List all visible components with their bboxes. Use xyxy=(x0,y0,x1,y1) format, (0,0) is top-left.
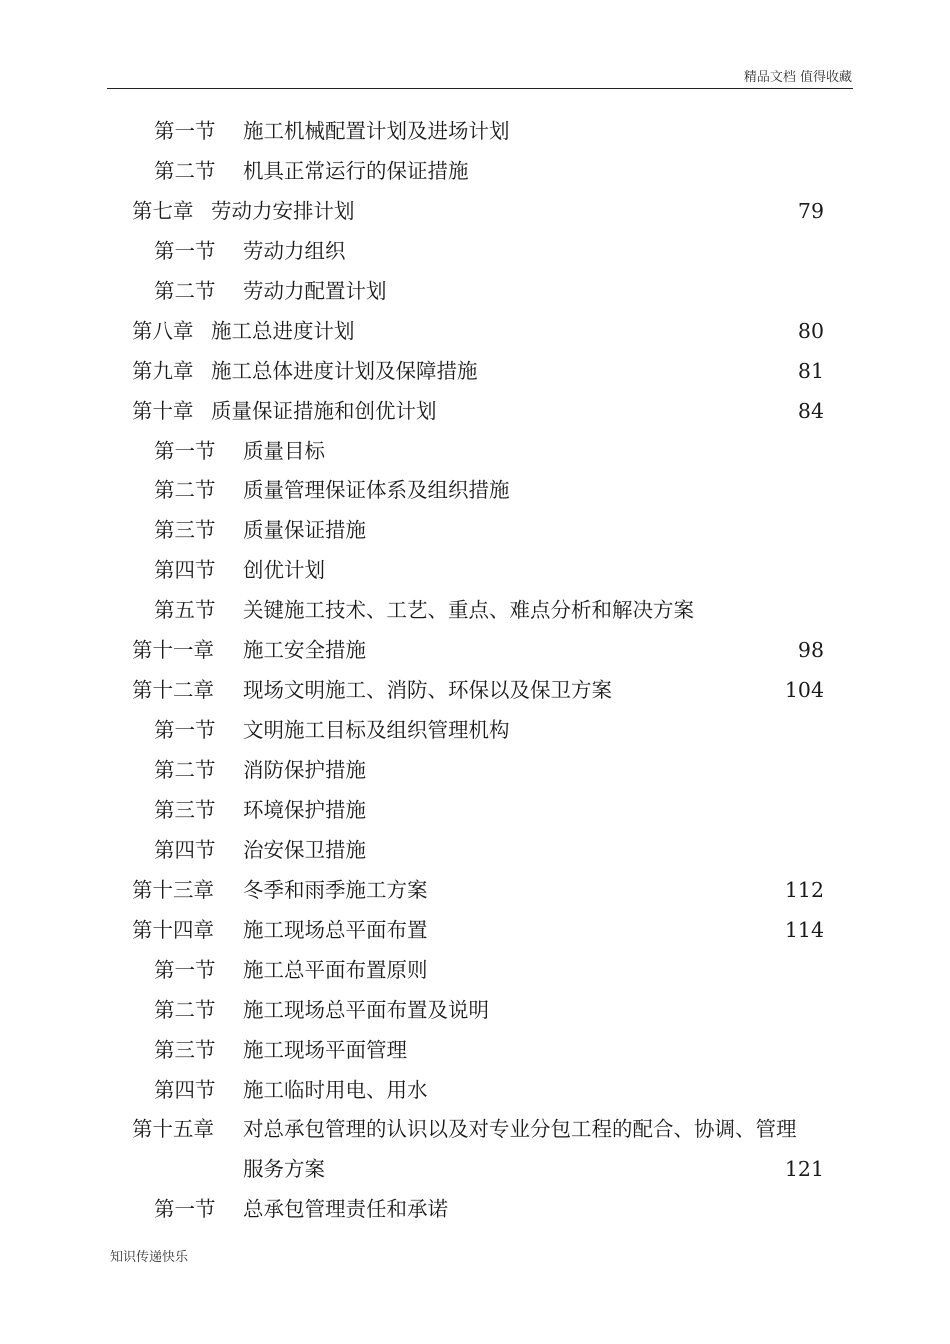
toc-chapter-entry xyxy=(0,671,950,711)
toc-section-entry xyxy=(0,551,950,591)
toc-entry-page-number: 114 xyxy=(784,917,824,942)
toc-entry-label: 第二节 xyxy=(154,158,216,183)
toc-entry-title: 施工现场总平面布置 xyxy=(243,917,428,942)
toc-section-entry xyxy=(0,511,950,551)
toc-chapter-entry xyxy=(0,911,950,951)
toc-entry-label: 第九章 xyxy=(132,358,194,383)
toc-entry-title: 关键施工技术、工艺、重点、难点分析和解决方案 xyxy=(243,598,694,623)
toc-section-entry xyxy=(0,711,950,751)
toc-entry-page-number: 121 xyxy=(784,1157,824,1182)
toc-section-entry xyxy=(0,471,950,511)
toc-section-entry xyxy=(0,751,950,791)
toc-entry-page-number: 104 xyxy=(784,678,824,703)
toc-section-entry xyxy=(0,152,950,192)
toc-section-entry xyxy=(0,831,950,871)
toc-entry-label: 第三节 xyxy=(154,797,216,822)
toc-entry-title: 劳动力配置计划 xyxy=(243,278,387,303)
toc-entry-label: 第一节 xyxy=(154,957,216,982)
toc-section-entry xyxy=(0,591,950,631)
toc-entry-page-number: 81 xyxy=(797,358,824,383)
toc-chapter-entry xyxy=(0,392,950,432)
toc-entry-label: 第四节 xyxy=(154,837,216,862)
toc-entry-title: 施工总体进度计划及保障措施 xyxy=(211,358,478,383)
toc-chapter-entry xyxy=(0,192,950,232)
toc-entry-title: 质量保证措施 xyxy=(243,518,366,543)
toc-entry-title: 施工现场平面管理 xyxy=(243,1037,407,1062)
toc-section-entry xyxy=(0,791,950,831)
toc-entry-label: 第一节 xyxy=(154,238,216,263)
toc-entry-label: 第三节 xyxy=(154,518,216,543)
toc-entry-title: 环境保护措施 xyxy=(243,797,366,822)
toc-entry-label: 第三节 xyxy=(154,1037,216,1062)
toc-entry-label: 第七章 xyxy=(132,198,194,223)
toc-section-entry xyxy=(0,232,950,272)
toc-entry-label: 第八章 xyxy=(132,318,194,343)
toc-entry-label: 第十四章 xyxy=(132,917,214,942)
toc-section-entry xyxy=(0,1190,950,1230)
toc-entry-label: 第一节 xyxy=(154,718,216,743)
toc-entry-label: 第一节 xyxy=(154,1197,216,1222)
toc-entry-title: 服务方案 xyxy=(243,1157,325,1182)
toc-entry-title: 施工安全措施 xyxy=(243,638,366,663)
toc-entry-label: 第四节 xyxy=(154,1077,216,1102)
toc-entry-title: 劳动力安排计划 xyxy=(211,198,355,223)
toc-entry-label: 第二节 xyxy=(154,758,216,782)
page-header-text: 精品文档 值得收藏 xyxy=(743,70,852,85)
toc-entry-label: 第十五章 xyxy=(132,1117,214,1142)
header-divider xyxy=(107,88,853,89)
toc-section-entry xyxy=(0,432,950,472)
toc-entry-label: 第一节 xyxy=(154,438,216,463)
toc-entry-title: 施工机械配置计划及进场计划 xyxy=(243,119,510,143)
toc-chapter-entry xyxy=(0,1110,950,1150)
toc-chapter-entry xyxy=(0,312,950,352)
toc-entry-label: 第十章 xyxy=(132,398,194,423)
toc-section-entry xyxy=(0,272,950,312)
toc-entry-page-number: 79 xyxy=(797,198,824,223)
toc-entry-title: 质量目标 xyxy=(243,438,325,463)
toc-chapter-entry xyxy=(0,631,950,671)
toc-chapter-entry xyxy=(0,352,950,392)
toc-entry-page-number: 84 xyxy=(797,398,824,423)
toc-entry-label: 第二节 xyxy=(154,997,216,1022)
toc-entry-label: 第十三章 xyxy=(132,877,214,902)
toc-entry-page-number: 80 xyxy=(797,318,824,343)
toc-entry-title: 冬季和雨季施工方案 xyxy=(243,877,428,902)
toc-entry-label: 第二节 xyxy=(154,278,216,303)
toc-entry-page-number: 112 xyxy=(784,877,824,902)
toc-entry-title: 现场文明施工、消防、环保以及保卫方案 xyxy=(243,678,612,703)
toc-entry-title: 创优计划 xyxy=(243,558,325,583)
toc-entry-title: 施工临时用电、用水 xyxy=(243,1077,428,1102)
toc-entry-title: 消防保护措施 xyxy=(243,758,366,782)
toc-entry-label: 第一节 xyxy=(154,119,216,143)
toc-entry-title: 对总承包管理的认识以及对专业分包工程的配合、协调、管理 xyxy=(243,1117,797,1142)
toc-entry-label: 第五节 xyxy=(154,598,216,623)
toc-entry-title: 施工总进度计划 xyxy=(211,318,355,343)
toc-entry-title: 质量保证措施和创优计划 xyxy=(211,398,437,423)
toc-section-entry xyxy=(0,112,950,152)
toc-section-entry xyxy=(0,951,950,991)
toc-entry-label: 第十一章 xyxy=(132,638,214,663)
toc-section-entry xyxy=(0,991,950,1031)
toc-entry-label: 第二节 xyxy=(154,478,216,503)
toc-section-entry xyxy=(0,1071,950,1111)
table-of-contents xyxy=(0,112,950,1230)
toc-entry-title: 施工总平面布置原则 xyxy=(243,957,428,982)
toc-entry-title: 质量管理保证体系及组织措施 xyxy=(243,478,510,503)
toc-entry-title: 治安保卫措施 xyxy=(243,837,366,862)
toc-entry-title: 施工现场总平面布置及说明 xyxy=(243,997,489,1022)
toc-entry-title: 文明施工目标及组织管理机构 xyxy=(243,718,510,743)
page-footer-text: 知识传递快乐 xyxy=(110,1250,189,1265)
toc-entry-title: 机具正常运行的保证措施 xyxy=(243,158,469,183)
toc-chapter-entry xyxy=(0,871,950,911)
toc-section-entry xyxy=(0,1031,950,1071)
toc-entry-page-number: 98 xyxy=(797,638,824,663)
toc-entry-label: 第十二章 xyxy=(132,678,214,703)
toc-entry-title: 劳动力组织 xyxy=(243,238,346,263)
toc-continuation-entry xyxy=(0,1150,950,1190)
toc-entry-title: 总承包管理责任和承诺 xyxy=(243,1197,448,1222)
toc-entry-label: 第四节 xyxy=(154,558,216,583)
